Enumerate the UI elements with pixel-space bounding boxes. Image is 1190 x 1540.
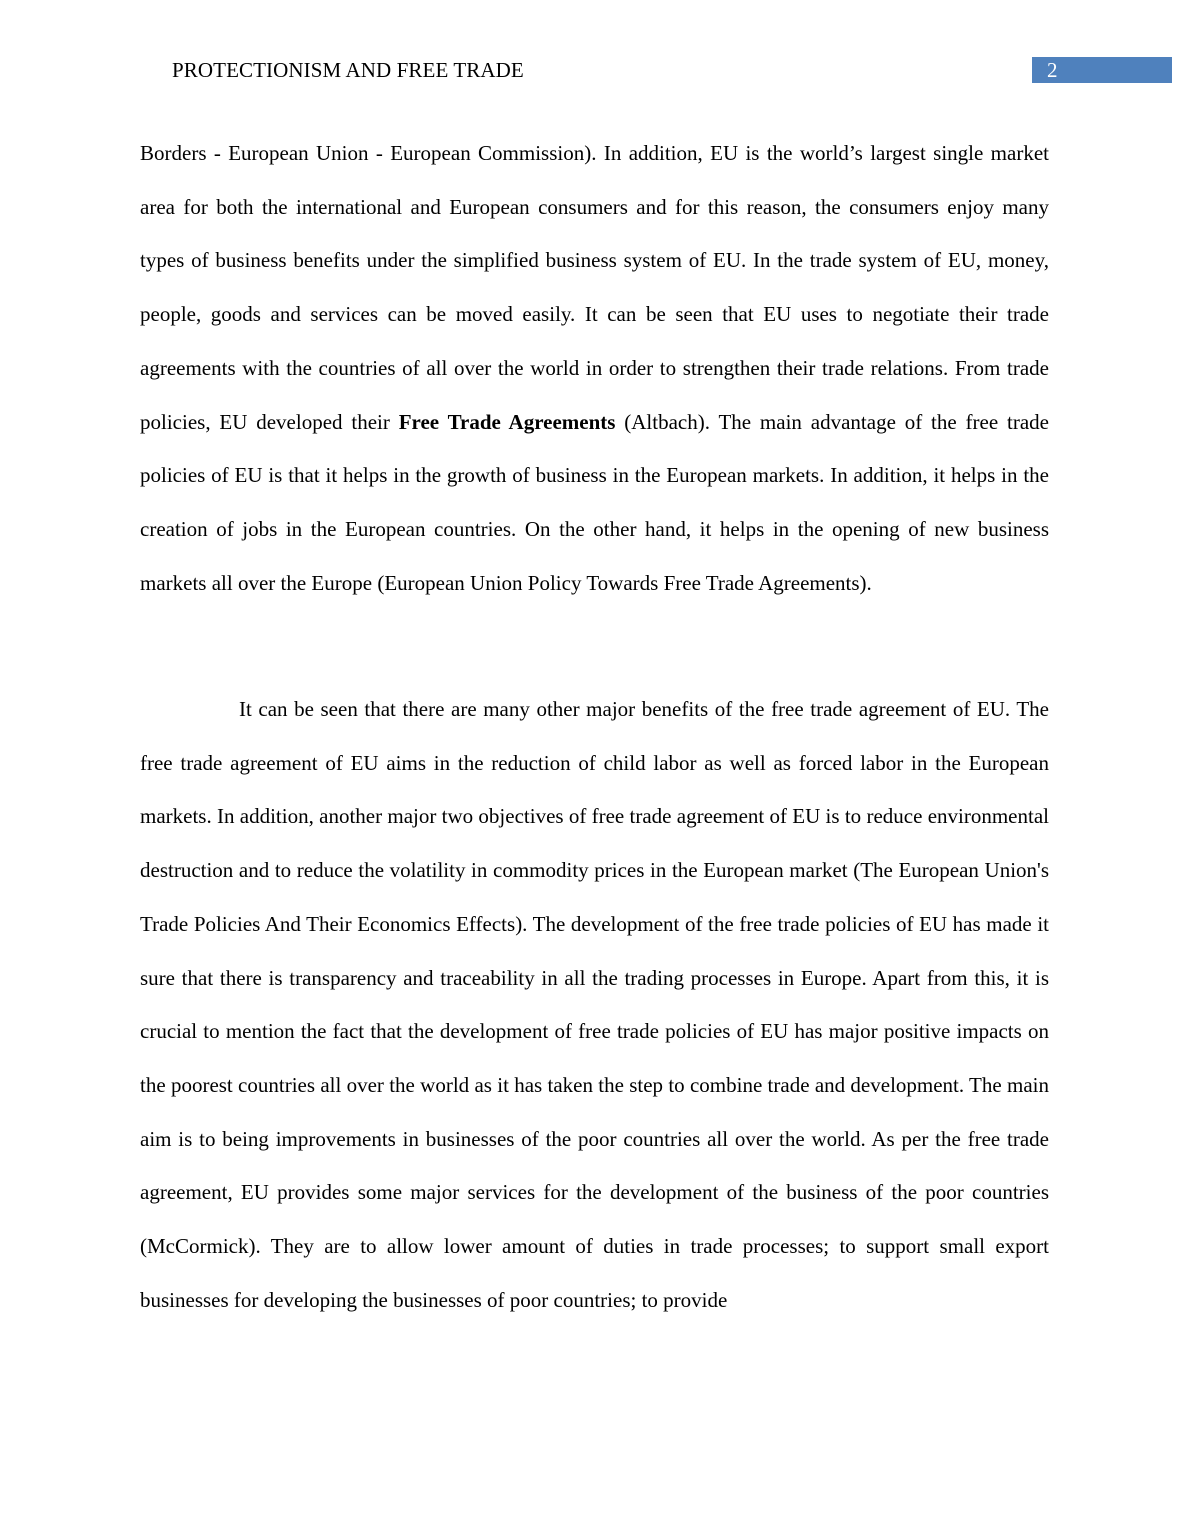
paragraph-1-text-start: Borders - European Union - European Commission). In addition, EU is the world’s largest single market area for both the international and European consumers and for this reason, the consumers enjoy many types of business benefits under the simplified business system of EU. In the trade system of EU, money, people, goods and services can be moved easily. It can be seen that EU uses to negotiate their trade agreements with the countries of all over the world in order to strengthen their trade relations. From trade policies, EU developed their [140,141,1049,434]
body-paragraph-2: It can be seen that there are many other major benefits of the free trade agreement of EU. The free trade agreement of EU aims in the reduction of child labor as well as forced labor in the European markets. In addition, another major two objectives of free trade agreement of EU is to reduce environmental destruction and to reduce the volatility in commodity prices in the European market (The European Union's Trade Policies And Their Economics Effects). The development of the free trade policies of EU has made it sure that there is transparency and traceability in all the trading processes in Europe. Apart from this, it is crucial to mention the fact that the development of free trade policies of EU has major positive impacts on the poorest countries all over the world as it has taken the step to combine trade and development. The main aim is to being improvements in businesses of the poor countries all over the world. As per the free trade agreement, EU provides some major services for the development of the business of the poor countries (McCormick). They are to allow lower amount of duties in trade processes; to support small export businesses for developing the businesses of poor countries; to provide [140,697,1049,1312]
page-number: 2 [1047,58,1058,82]
paragraph-1-text-end: (Altbach). The main advantage of the free trade policies of EU is that it helps in the growth of business in the European markets. In addition, it helps in the creation of jobs in the European countries. On the other hand, it helps in the opening of new business markets all over the Europe (European Union Policy Towards Free Trade Agreements). [140,409,1049,595]
body-paragraph-1 [140,127,1049,610]
running-head: PROTECTIONISM AND FREE TRADE [172,58,524,82]
page-number-box [1032,57,1172,83]
free-trade-agreements-term: Free Trade Agreements [398,409,616,434]
